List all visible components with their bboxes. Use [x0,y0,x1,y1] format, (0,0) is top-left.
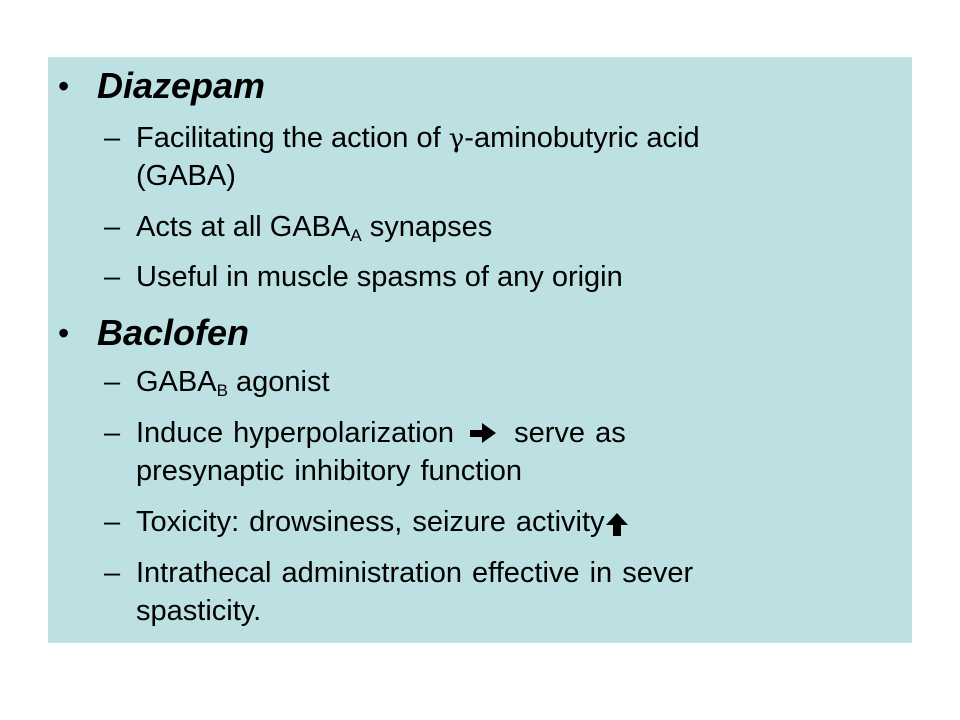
item-text: Facilitating the action of [136,122,449,154]
subscript-a: A [350,226,362,245]
item-text: -aminobutyric acid [464,122,700,154]
item-text: synapses [361,211,493,243]
item-diazepam-gaba-action-line2: (GABA) [136,160,236,192]
item-text: agonist [227,366,330,398]
dash-marker: – [104,366,121,398]
up-arrow-icon [606,513,628,525]
item-diazepam-gaba-a-synapses [136,210,492,244]
dash-marker: – [104,122,121,154]
item-baclofen-gaba-b-agonist [136,365,330,399]
dash-marker: – [104,417,121,449]
item-text: serve as [504,417,626,449]
item-baclofen-intrathecal: Intrathecal administration effective in sever [136,557,694,589]
dash-marker: – [104,557,121,589]
gamma-symbol: γ [448,124,465,154]
subscript-b: B [216,381,228,400]
heading-diazepam: Diazepam [97,65,266,106]
heading-baclofen: Baclofen [97,312,250,353]
item-text: Acts at all GABA [136,211,351,243]
dash-marker: – [104,211,121,243]
dash-marker: – [104,506,121,538]
item-baclofen-hyperpolarization [136,416,626,450]
item-baclofen-toxicity [136,505,628,539]
item-diazepam-gaba-action [136,121,700,156]
bullet-marker: • [58,68,70,104]
item-baclofen-hyperpolarization-line2: presynaptic inhibitory function [136,455,523,487]
bullet-marker: • [58,315,70,351]
item-text: Toxicity: drowsiness, seizure activity [136,506,605,538]
item-text: GABA [136,366,217,398]
item-baclofen-intrathecal-line2: spasticity. [136,595,262,627]
item-diazepam-muscle-spasms: Useful in muscle spasms of any origin [136,261,623,293]
right-arrow-icon [470,423,496,443]
item-text: Induce hyperpolarization [136,417,465,449]
dash-marker: – [104,261,121,293]
